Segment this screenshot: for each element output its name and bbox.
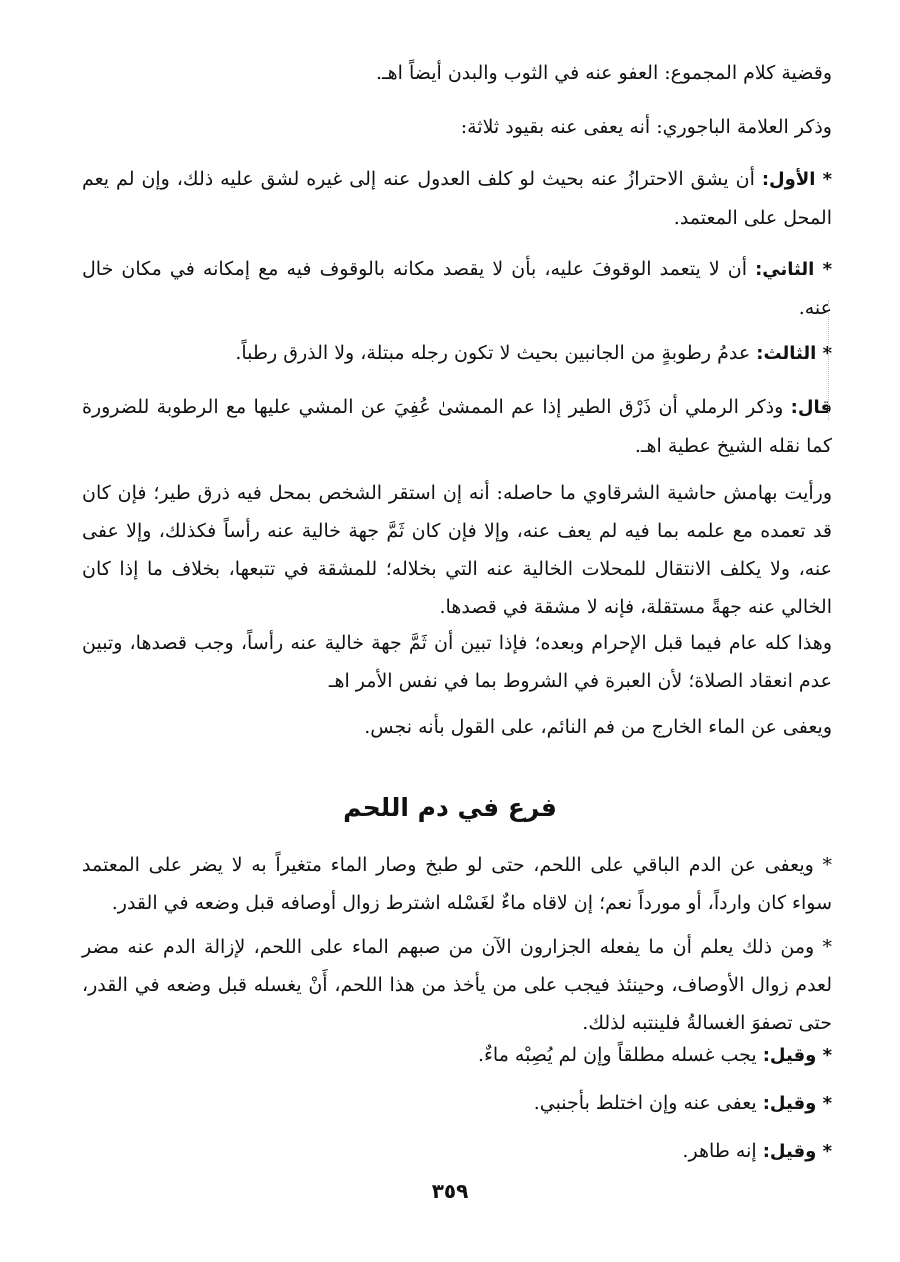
condition-text-first: أن يشق الاحترازُ عنه بحيث لو كلف العدول عنه إلى غيره لشق عليه ذلك، وإن لم يعم المحل على المعتمد. (82, 168, 832, 229)
paragraph-majmu-conclusion: وقضية كلام المجموع: العفو عنه في الثوب والبدن أيضاً اهـ. (376, 62, 832, 84)
section-heading: فرع في دم اللحم (343, 793, 557, 822)
paragraph-butchers-practice: * ومن ذلك يعلم أن ما يفعله الجزارون الآن من صبهم الماء على اللحم، لإزالة الدم عنه مضر لعدم زوال الأوصاف، وحينئذ فيجب على من يأخذ من هذا اللحم، أَنْ يغسله قبل وضعه في القدر، حتى تصفوَ الغسالةُ فلينتبه لذلك. (82, 936, 832, 1034)
condition-label-second: * الثاني: (755, 259, 833, 280)
paragraph-condition-first (82, 160, 832, 237)
paragraph-opinion-third (82, 1132, 832, 1171)
quote-text: وذكر الرملي أن ذَرْق الطير إذا عم الممشىٰ عُفِيَ عن المشي عليها مع الرطوبة للضرورة كما نقله الشيخ عطية اهـ. (82, 396, 832, 457)
condition-text-second: أن لا يتعمد الوقوفَ عليه، بأن لا يقصد مكانه بالوقوف فيه مع إمكانه في مكان خال عنه. (82, 258, 832, 319)
condition-label-third: * الثالث: (756, 343, 832, 364)
paragraph-sharqawi-note: ورأيت بهامش حاشية الشرقاوي ما حاصله: أنه إن استقر الشخص بمحل فيه ذرق طير؛ فإن كان قد تعمده مع علمه بما فيه لم يعف عنه، وإلا فإن كان ثَمَّ جهة خالية عنه رأساً فكذلك، وإلا عفى عنه، ولا يكلف الانتقال للمحلات الخالية عنه التي بخلاله؛ للمشقة في تتبعها، بخلاف ما إذا كان الخالي عنه جهةً مستقلة، فإنه لا مشقة في قصدها. (82, 482, 832, 618)
opinion-text-first: يجب غسله مطلقاً وإن لم يُصِبْه ماءٌ. (477, 1044, 757, 1066)
paragraph-blood-on-meat: * ويعفى عن الدم الباقي على اللحم، حتى لو طبخ وصار الماء متغيراً به لا يضر على المعتمد سواء كان وارداً، أو مورداً نعم؛ إن لاقاه ماءٌ لغَسْله اشترط زوال أوصافه قبل وضعه في القدر. (82, 854, 832, 914)
paragraph-ihram-note: وهذا كله عام فيما قبل الإحرام وبعده؛ فإذا تبين أن ثَمَّ جهة خالية عنه رأساً، وجب قصدها، وتبين عدم انعقاد الصلاة؛ لأن العبرة في الشروط بما في نفس الأمر اهـ (82, 632, 832, 692)
margin-dotted-rule (828, 300, 829, 420)
paragraph-condition-second (82, 250, 832, 327)
opinion-label-third: * وقيل: (762, 1141, 832, 1162)
paragraph-bajuri-conditions: وذكر العلامة الباجوري: أنه يعفى عنه بقيود ثلاثة: (460, 116, 832, 138)
paragraph-ramli-quote (82, 388, 832, 465)
quote-label: قال: (790, 397, 832, 418)
paragraph-opinion-second (82, 1084, 832, 1123)
paragraph-condition-third (82, 334, 832, 373)
opinion-label-first: * وقيل: (762, 1045, 832, 1066)
paragraph-sleeper-water: ويعفى عن الماء الخارج من فم النائم، على القول بأنه نجس. (364, 716, 832, 738)
condition-text-third: عدمُ رطوبةٍ من الجانبين بحيث لا تكون رجله مبتلة، ولا الذرق رطباً. (235, 342, 751, 364)
opinion-text-second: يعفى عنه وإن اختلط بأجنبي. (533, 1092, 757, 1114)
opinion-label-second: * وقيل: (762, 1093, 832, 1114)
page-number: ٣٥٩ (431, 1179, 469, 1203)
paragraph-opinion-first (82, 1036, 832, 1075)
condition-label-first: * الأول: (761, 169, 833, 190)
opinion-text-third: إنه طاهر. (682, 1140, 757, 1162)
